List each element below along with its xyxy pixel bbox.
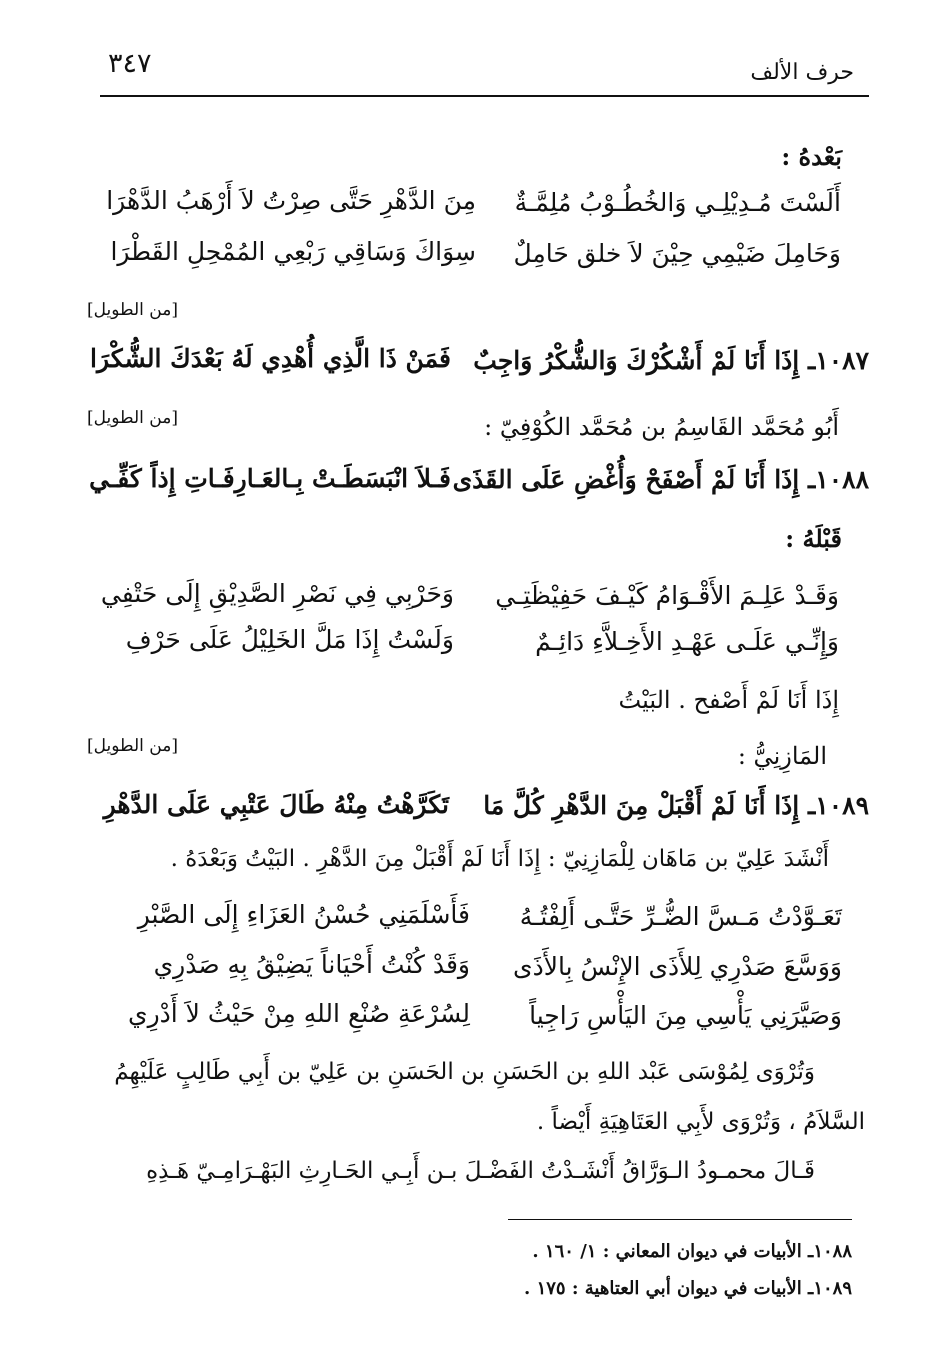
hemistich-left: مِنَ الدَّهْرِ حَتَّى صِرْتُ لاَ أَرْهَبُ الدَّهْرَا (106, 186, 476, 215)
hemistich-right: وَإِنِّـي عَلَـى عَهْـدِ الأَخِـلاَّءِ دَائِـمٌ (535, 627, 839, 656)
poet-name: المَازِنِيُّ : (737, 742, 827, 770)
meter-label: [من الطويل] (87, 736, 178, 756)
page-number: ٣٤٧ (108, 48, 152, 79)
meter-label: [من الطويل] (87, 300, 178, 320)
footnote: ١٠٨٩ـ الأبيات في ديوان أبي العتاهية : ١٧٥ . (524, 1278, 852, 1299)
hemistich-left: وَحَرْبِي فِي نَصْرِ الصَّدِيْقِ إِلَى حَتْفِي (100, 579, 454, 608)
prose-line: قَـالَ محمـودُ الـوَرَّاقُ أَنْشَـدْتُ الفَضْـلَ بـن أَبِـي الحَـارِثِ البَهْـرَامِـيّ هَـذِهِ (146, 1158, 815, 1184)
verse-1089-right: ١٠٨٩ـ إِذَا أَنَا لَمْ أَقْبَلْ مِنَ الدَّهْرِ كُلَّ مَا (483, 791, 869, 820)
footnote: ١٠٨٨ـ الأبيات في ديوان المعاني : ١/ ١٦٠ . (532, 1241, 852, 1262)
narration-line: أَنْشَدَ عَلِيّ بن مَاهَان لِلْمَازِنِيّ : إِذَا أَنَا لَمْ أَقْبَلْ مِنَ الدَّهْرِ . البَيْتُ وَبَعْدَهُ . (170, 846, 829, 872)
prose-line: السَّلاَمُ ، وَتُرْوَى لأَبِي العَتَاهِيَةِ أَيْضاً . (536, 1109, 865, 1135)
hemistich-right: أَلَسْتَ مُـدِيْلِـي وَالخُطُـوْبُ مُلِمَّـةٌ (514, 188, 841, 217)
verse-1087-right: ١٠٨٧ـ إِذَا أَنَا لَمْ أَشْكُرْكَ وَالشُّكْرُ وَاجِبٌ (473, 346, 869, 375)
poet-name: أَبُو مُحَمَّد القَاسِمُ بن مُحَمَّد الكُوْفِيّ : (484, 413, 839, 441)
hemistich-left: سِوَاكَ وَسَاقِي رَبْعِي المُمْحِلِ القَطْرَا (110, 237, 476, 266)
hemistich-left: لِسُرْعَةِ صُنْعِ اللهِ مِنْ حَيْثُ لاَ أَدْرِي (128, 999, 470, 1028)
hemistich-right: وَحَامِلَ ضَيْمِي حِيْنَ لاَ خلق حَامِلٌ (513, 239, 841, 268)
hemistich-right: وَوَسَّعَ صَدْرِي لِلأَذَى الإِنْسُ بِالأَذَى (513, 952, 842, 981)
hemistich-left: فَأَسْلَمَنِي حُسْنُ العَزَاءِ إِلَى الصَّبْرِ (137, 900, 470, 929)
hemistich-left: وَقَدْ كُنْتُ أَحْيَاناً يَضِيْقُ بِهِ صَدْرِي (153, 950, 470, 979)
hemistich-right: وَقَـدْ عَلِـمَ الأَقْـوَامُ كَيْـفَ حَفِيْظَتِـي (495, 581, 839, 610)
verse-label: قَبْلَهُ : (785, 524, 842, 553)
hemistich-right: وَصَيَّرَنِي يَأْسِي مِنَ اليَأْسِ رَاجِياً (529, 1001, 842, 1030)
verse-label: بَعْدهُ : (781, 142, 842, 171)
verse-1089-left: تَكَرَّهْتُ مِنْهُ طَالَ عَتْبِي عَلَى الدَّهْرِ (103, 790, 449, 819)
verse-reference: إِذَا أَنَا لَمْ أَصْفح . البَيْتُ (618, 686, 839, 714)
hemistich-left: وَلَسْتُ إِذَا مَلَّ الخَلِيْلُ عَلَى حَرْفِ (125, 625, 454, 654)
verse-1088-left: فَـلاَ انْبَسَطَـتْ بِـالعَـارِفَـاتِ إِذاً كَفِّـي (89, 464, 451, 493)
meter-label: [من الطويل] (87, 408, 178, 428)
hemistich-right: تَعَـوَّدْتُ مَـسَّ الضُّـرِّ حَتَّـى أَلِفْتُـهُ (519, 902, 842, 931)
verse-1088-right: ١٠٨٨ـ إِذَا أَنَا لَمْ أَصْفَحْ وَأُغْضِ عَلَى القَذَى (452, 465, 869, 494)
footnote-rule (508, 1219, 852, 1220)
running-title: حرف الألف (750, 60, 854, 85)
verse-1087-left: فَمَنْ ذَا الَّذِي أُهْدِي لَهُ بَعْدَكَ الشُّكْرَا (90, 344, 451, 373)
prose-line: وَتُرْوَى لِمُوْسَى عَبْد اللهِ بن الحَسَنِ بن الحَسَنِ بن عَلِيّ بن أَبِي طَالِبٍ عَلَيْهِمُ (114, 1059, 815, 1085)
header-rule (100, 95, 869, 97)
